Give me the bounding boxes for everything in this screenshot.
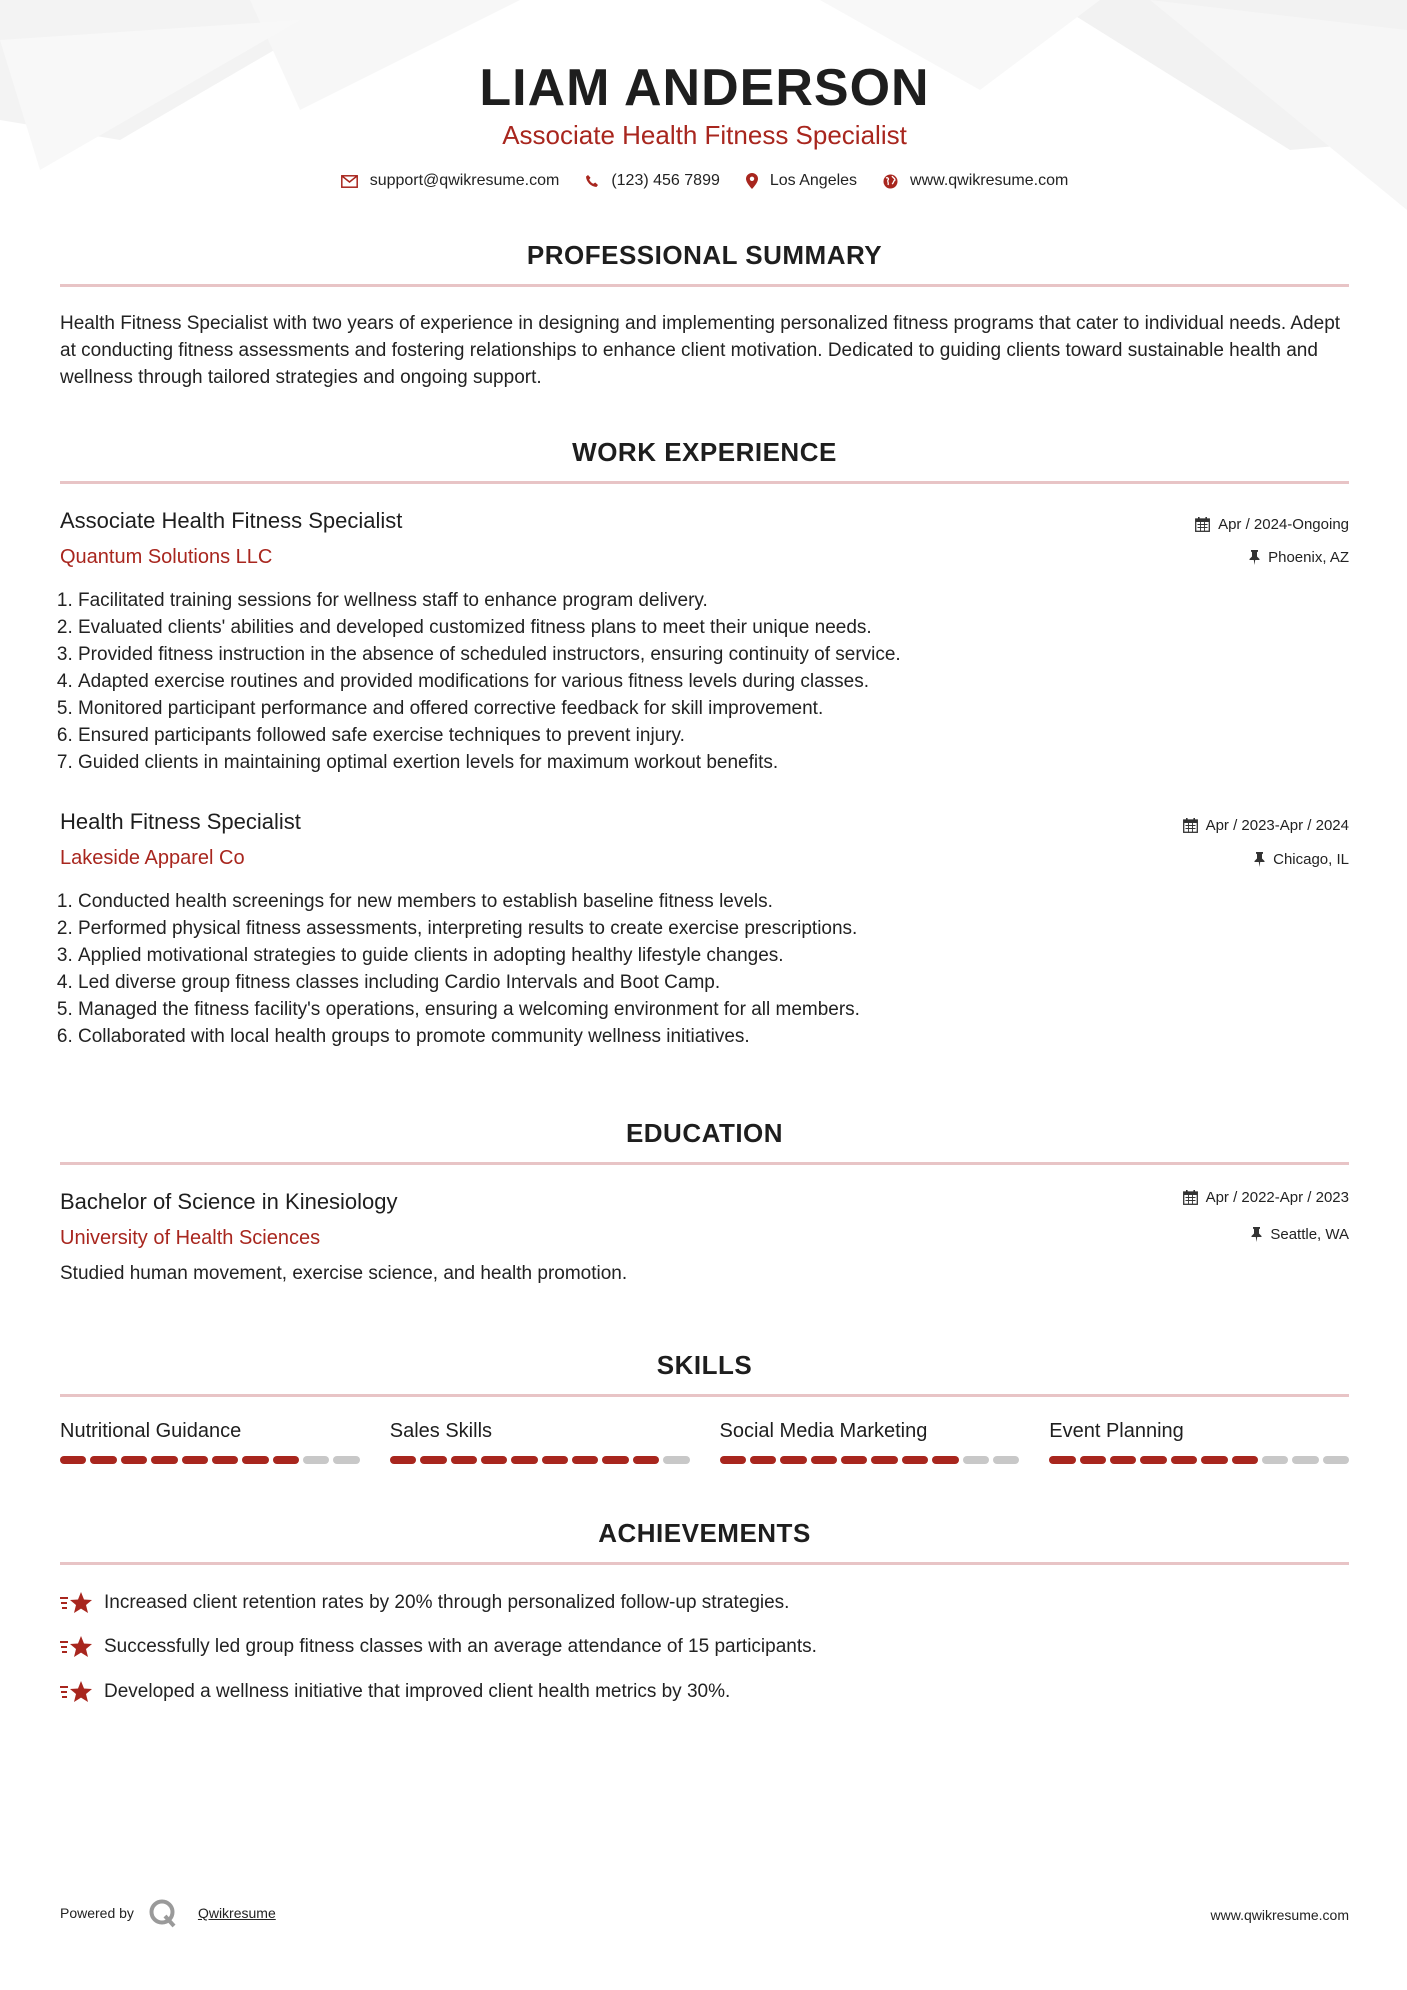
list-item: 6. Ensured participants followed safe exercise techniques to prevent injury.: [78, 722, 1338, 749]
list-item: 6. Collaborated with local health groups to promote community wellness initiatives.: [78, 1023, 1338, 1050]
list-item: 4. Adapted exercise routines and provided modifications for various fitness levels during classes.: [78, 668, 1338, 695]
star-icon: [60, 1679, 94, 1705]
qwikresume-logo-icon: [148, 1898, 178, 1928]
job-company: Lakeside Apparel Co: [60, 847, 245, 869]
skill-segment-filled: [1110, 1456, 1136, 1464]
skill-segment-filled: [1201, 1456, 1227, 1464]
phone-icon: [585, 174, 599, 188]
skill-item: [1049, 1420, 1349, 1464]
footer-website-link[interactable]: www.qwikresume.com: [1210, 1907, 1349, 1923]
achievement-text: Successfully led group fitness classes with an average attendance of 15 participants.: [104, 1636, 817, 1657]
email-text: support@qwikresume.com: [369, 172, 560, 189]
skill-segment-filled: [750, 1456, 776, 1464]
education-heading: EDUCATION: [625, 1118, 784, 1148]
list-item: 7. Guided clients in maintaining optimal exertion levels for maximum workout benefits.: [78, 749, 1338, 776]
school-name: University of Health Sciences: [60, 1227, 321, 1249]
skill-name: Nutritional Guidance: [60, 1420, 242, 1442]
calendar-icon: [1183, 1190, 1198, 1205]
calendar-icon: [1183, 818, 1198, 833]
skill-item: [390, 1420, 690, 1464]
job-dates-text: Apr / 2024-Ongoing: [1218, 516, 1349, 533]
education-description: Studied human movement, exercise science, and health promotion.: [60, 1263, 628, 1284]
skill-segment-empty: [1292, 1456, 1318, 1464]
skill-segment-filled: [1049, 1456, 1075, 1464]
globe-icon: [883, 174, 898, 189]
pushpin-icon: [1249, 550, 1260, 565]
achievement-item: [60, 1679, 730, 1705]
skill-segment-filled: [932, 1456, 958, 1464]
list-item: 3. Provided fitness instruction in the absence of scheduled instructors, ensuring continuity of service.: [78, 641, 1338, 668]
skill-segment-empty: [303, 1456, 329, 1464]
job-location-text: Chicago, IL: [1273, 851, 1349, 868]
section-divider: [60, 284, 1349, 287]
achievement-item: [60, 1590, 789, 1616]
contact-website[interactable]: [883, 172, 1068, 190]
skill-level-bar: [60, 1456, 360, 1464]
skill-segment-filled: [572, 1456, 598, 1464]
skill-segment-filled: [602, 1456, 628, 1464]
calendar-icon: [1195, 517, 1210, 532]
skill-segment-filled: [60, 1456, 86, 1464]
skill-segment-empty: [1262, 1456, 1288, 1464]
skill-segment-filled: [1171, 1456, 1197, 1464]
job-location: [1249, 549, 1349, 566]
pushpin-icon: [1254, 852, 1265, 867]
list-item: 2. Performed physical fitness assessments, interpreting results to create exercise prescriptions.: [78, 915, 1338, 942]
skill-segment-filled: [420, 1456, 446, 1464]
job-dates: [1183, 817, 1349, 834]
map-pin-icon: [746, 173, 758, 189]
skill-segment-empty: [333, 1456, 359, 1464]
list-item: 2. Evaluated clients' abilities and developed customized fitness plans to meet their unique needs.: [78, 614, 1338, 641]
skill-segment-filled: [212, 1456, 238, 1464]
skill-segment-filled: [841, 1456, 867, 1464]
education-dates-text: Apr / 2022-Apr / 2023: [1205, 1189, 1349, 1206]
section-divider: [60, 1162, 1349, 1165]
list-item: 1. Facilitated training sessions for wellness staff to enhance program delivery.: [78, 587, 1338, 614]
skill-segment-filled: [273, 1456, 299, 1464]
job-title: Associate Health Fitness Specialist: [60, 508, 403, 533]
powered-by-label: Powered by: [60, 1905, 134, 1921]
education-location: [1251, 1226, 1349, 1243]
skill-level-bar: [1049, 1456, 1349, 1464]
pushpin-icon: [1251, 1227, 1262, 1242]
skill-name: Sales Skills: [389, 1420, 493, 1442]
envelope-icon: [341, 175, 358, 188]
skill-segment-empty: [663, 1456, 689, 1464]
skill-segment-filled: [90, 1456, 116, 1464]
star-icon: [60, 1590, 94, 1616]
skill-segment-filled: [1232, 1456, 1258, 1464]
skill-item: [60, 1420, 360, 1464]
candidate-name: LIAM ANDERSON: [479, 59, 930, 117]
skills-heading: SKILLS: [656, 1350, 753, 1380]
skill-segment-filled: [633, 1456, 659, 1464]
achievement-text: Increased client retention rates by 20% through personalized follow-up strategies.: [104, 1592, 790, 1613]
degree-title: Bachelor of Science in Kinesiology: [60, 1189, 398, 1214]
skills-list: [60, 1420, 1349, 1464]
education-dates: [1183, 1189, 1349, 1206]
skill-level-bar: [720, 1456, 1020, 1464]
skill-segment-filled: [780, 1456, 806, 1464]
website-text: www.qwikresume.com: [910, 172, 1069, 189]
skill-segment-filled: [182, 1456, 208, 1464]
achievements-heading: ACHIEVEMENTS: [598, 1518, 811, 1548]
phone-text: (123) 456 7899: [611, 172, 720, 189]
job-title: Health Fitness Specialist: [60, 809, 301, 834]
candidate-title: Associate Health Fitness Specialist: [502, 120, 907, 150]
skill-segment-filled: [1140, 1456, 1166, 1464]
list-item: 3. Applied motivational strategies to guide clients in adopting healthy lifestyle changes.: [78, 942, 1338, 969]
skill-segment-filled: [242, 1456, 268, 1464]
education-location-text: Seattle, WA: [1270, 1226, 1349, 1243]
list-item: 4. Led diverse group fitness classes including Cardio Intervals and Boot Camp.: [78, 969, 1338, 996]
achievement-text: Developed a wellness initiative that improved client health metrics by 30%.: [104, 1681, 731, 1702]
skill-segment-filled: [1080, 1456, 1106, 1464]
skill-segment-filled: [511, 1456, 537, 1464]
skill-name: Social Media Marketing: [719, 1420, 928, 1442]
summary-heading: PROFESSIONAL SUMMARY: [526, 240, 883, 270]
skill-segment-filled: [811, 1456, 837, 1464]
job-company: Quantum Solutions LLC: [60, 546, 273, 568]
skill-segment-empty: [993, 1456, 1019, 1464]
star-icon: [60, 1634, 94, 1660]
skill-segment-filled: [720, 1456, 746, 1464]
skill-segment-filled: [451, 1456, 477, 1464]
section-divider: [60, 1562, 1349, 1565]
location-text: Los Angeles: [769, 172, 858, 189]
skill-name: Event Planning: [1049, 1420, 1184, 1442]
job-location-text: Phoenix, AZ: [1268, 549, 1349, 566]
skill-segment-filled: [481, 1456, 507, 1464]
contact-location: [746, 172, 857, 190]
section-divider: [60, 481, 1349, 484]
skill-segment-filled: [902, 1456, 928, 1464]
skill-level-bar: [390, 1456, 690, 1464]
job-dates: [1195, 516, 1349, 533]
list-item: 1. Conducted health screenings for new members to establish baseline fitness levels.: [78, 888, 1338, 915]
skill-segment-filled: [151, 1456, 177, 1464]
job-responsibilities: [60, 587, 1338, 776]
skill-segment-filled: [390, 1456, 416, 1464]
section-divider: [60, 1394, 1349, 1397]
list-item: 5. Managed the fitness facility's operations, ensuring a welcoming environment for all members.: [78, 996, 1338, 1023]
contact-phone[interactable]: [585, 172, 720, 190]
experience-heading: WORK EXPERIENCE: [572, 437, 837, 467]
skill-segment-empty: [963, 1456, 989, 1464]
brand-link[interactable]: Qwikresume: [197, 1905, 276, 1921]
skill-segment-filled: [871, 1456, 897, 1464]
skill-segment-filled: [542, 1456, 568, 1464]
contact-bar: [60, 172, 1349, 190]
job-dates-text: Apr / 2023-Apr / 2024: [1205, 817, 1349, 834]
skill-segment-empty: [1323, 1456, 1349, 1464]
job-location: [1254, 851, 1349, 868]
skill-item: [720, 1420, 1020, 1464]
footer-powered-by: [60, 1898, 276, 1928]
summary-text: Health Fitness Specialist with two years of experience in designing and implementing personalized fitness programs that cater to individual needs. Adept at conducting fitness assessments and fostering relationships to enhance client motivation. Dedicated to guiding clients toward sustainable health and wellness through tailored strategies and ongoing support.: [60, 313, 1341, 388]
skill-segment-filled: [121, 1456, 147, 1464]
list-item: 5. Monitored participant performance and offered corrective feedback for skill improvement.: [78, 695, 1338, 722]
achievement-item: [60, 1634, 817, 1660]
contact-email[interactable]: [341, 172, 560, 190]
job-responsibilities: [60, 888, 1338, 1050]
